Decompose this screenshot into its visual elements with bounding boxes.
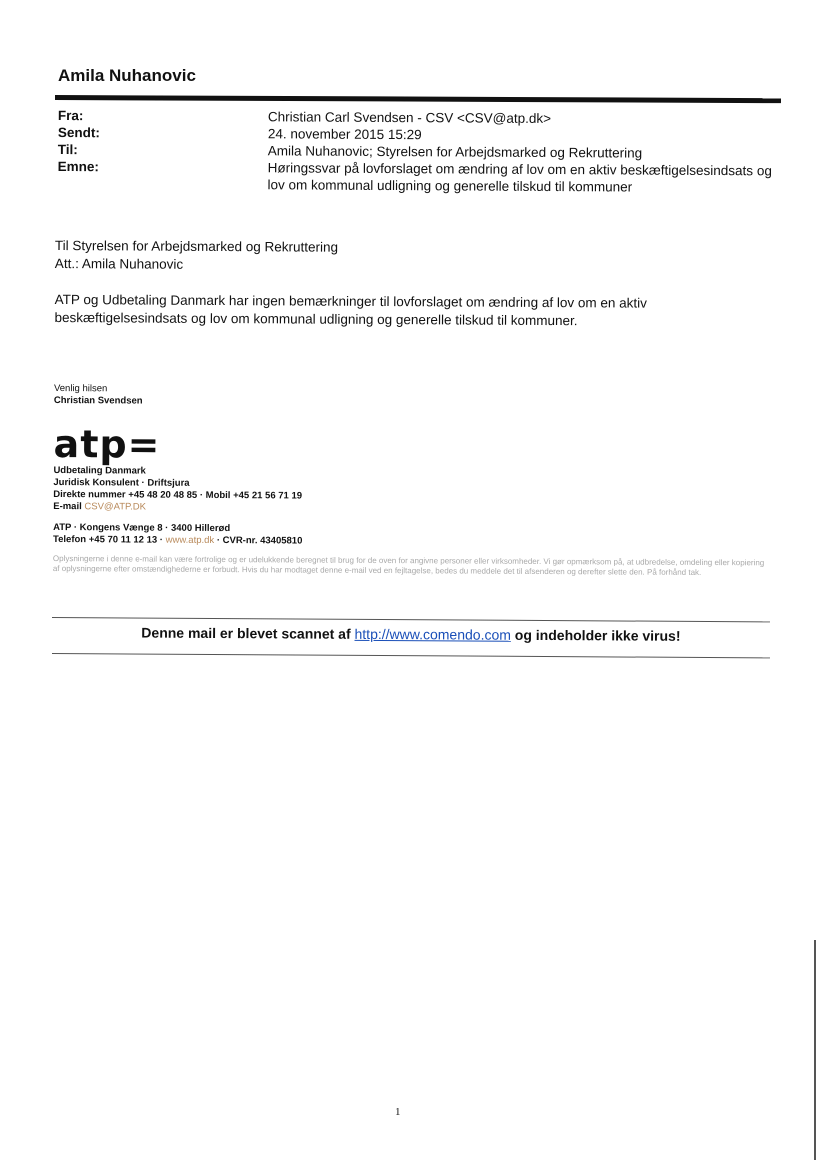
signature-org: Udbetaling Danmark	[53, 464, 146, 477]
salutation-line-2: Att.: Amila Nuhanovic	[54, 255, 184, 272]
atp-logo	[53, 421, 773, 469]
signature-address: ATP · Kongens Vænge 8 · 3400 Hillerød	[53, 521, 231, 535]
salutation-line-1: Til Styrelsen for Arbejdsmarked og Rekruttering	[54, 237, 339, 255]
signature-title: Juridisk Konsulent · Driftsjura	[53, 476, 190, 489]
email-body	[54, 237, 755, 331]
signature-phone-prefix: Telefon +45 70 11 12 13 ·	[53, 533, 164, 546]
comendo-link[interactable]: http://www.comendo.com	[354, 625, 511, 643]
sent-value: 24. november 2015 15:29	[267, 126, 422, 143]
to-value: Amila Nuhanovic; Styrelsen for Arbejdsmarked og Rekruttering	[267, 143, 643, 161]
scan-notice-prefix: Denne mail er blevet scannet af	[141, 624, 351, 642]
from-label: Fra:	[57, 107, 84, 124]
subject-label: Emne:	[57, 158, 99, 175]
email-signature	[53, 383, 774, 578]
scan-edge-line	[814, 940, 816, 1160]
scan-notice-top-rule	[52, 617, 770, 622]
to-label: Til:	[57, 141, 78, 158]
from-value: Christian Carl Svendsen - CSV <CSV@atp.dk>	[267, 109, 552, 127]
header-row-subject	[57, 158, 777, 196]
scan-notice-suffix: og indeholder ikke virus!	[514, 626, 681, 644]
header-divider	[55, 95, 781, 103]
signature-cvr: · CVR-nr. 43405810	[216, 534, 303, 547]
confidentiality-disclaimer: Oplysningerne i denne e-mail kan være fortrolige og er udelukkende beregnet til brug for de oven for angivne personer eller virksomheder. Vi gør opmærksom på, at udbredelse, omdeling eller kopiering af oplysningerne efter omstændighederne er forbudt. Hvis du har modtaget denne e-mail ved en fejltagelse, bedes du meddele det til afsenderen og derefter slette den. På forhånd tak.	[52, 553, 765, 577]
signature-greeting: Venlig hilsen	[53, 383, 108, 395]
signature-email-label: E-mail	[53, 500, 82, 513]
signature-phone: Direkte nummer +45 48 20 48 85 · Mobil +45 21 56 71 19	[53, 488, 303, 502]
signature-name: Christian Svendsen	[53, 394, 143, 407]
sent-label: Sendt:	[57, 124, 100, 141]
virus-scan-notice	[52, 624, 770, 644]
body-paragraph: ATP og Udbetaling Danmark har ingen bemærkninger til lovforslaget om ændring af lov om en aktiv beskæftigelsesindsats og lov om kommunal udligning og generelle tilskud til kommuner.	[54, 291, 647, 329]
signature-email-link[interactable]: CSV@ATP.DK	[84, 501, 146, 513]
signature-website-link[interactable]: www.atp.dk	[165, 534, 215, 546]
scan-notice-bottom-rule	[52, 653, 770, 658]
page-number: 1	[395, 1106, 401, 1118]
print-header-name: Amila Nuhanovic	[58, 66, 196, 85]
subject-value: Høringssvar på lovforslaget om ændring af lov om en aktiv beskæftigelsesindsats og lov om kommunal udligning og generelle tilskud til kommuner	[267, 160, 772, 195]
email-header	[57, 107, 778, 196]
atp-logo-text: atp=	[53, 421, 161, 467]
